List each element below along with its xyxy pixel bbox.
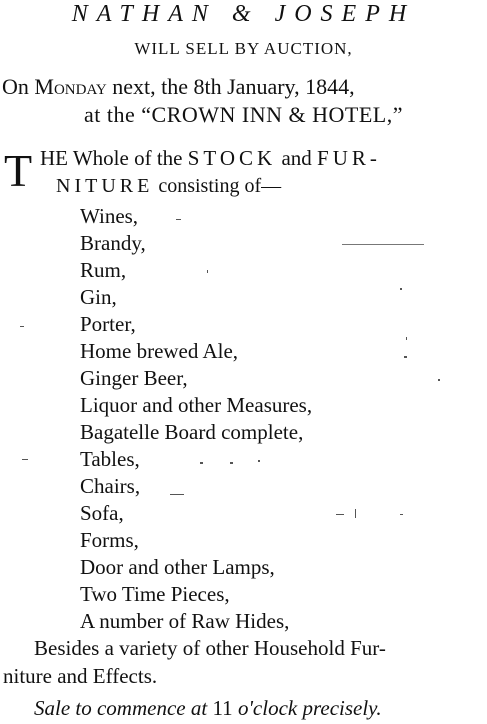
print-speck [342, 244, 424, 245]
date-prefix: On [2, 74, 29, 99]
intro-stock: STOCK [187, 146, 277, 170]
intro-fur: FUR- [317, 146, 381, 170]
list-item: Wines, [80, 204, 139, 228]
print-speck [258, 460, 260, 462]
list-item: Gin, [80, 285, 117, 309]
list-item: Bagatelle Board complete, [80, 420, 304, 444]
print-speck [207, 270, 208, 273]
closing-paragraph-line-1: Besides a variety of other Household Fur- [34, 636, 386, 660]
print-speck [355, 509, 356, 518]
intro-line-2 [56, 176, 281, 196]
date-weekday: Monday [34, 74, 107, 99]
list-item: Liquor and other Measures, [80, 393, 313, 417]
list-item: Forms, [80, 528, 139, 552]
auction-subheading: WILL SELL BY AUCTION, [134, 39, 353, 58]
sale-hour: 11 [212, 696, 233, 720]
list-item: Chairs, [80, 474, 141, 498]
print-speck [404, 356, 407, 358]
intro-text-start: HE Whole of the [40, 146, 183, 170]
list-item: Ginger Beer, [80, 366, 188, 390]
intro-and: and [281, 146, 312, 170]
intro-consisting: consisting of— [158, 175, 282, 197]
sale-note-start: Sale to commence at [34, 696, 208, 720]
list-item: Door and other Lamps, [80, 555, 275, 579]
print-speck [200, 462, 203, 464]
intro-niture: NITURE [56, 175, 154, 197]
print-speck [170, 494, 184, 495]
print-speck [438, 379, 440, 381]
print-speck [230, 462, 233, 464]
list-item: Two Time Pieces, [80, 582, 230, 606]
auction-date [2, 76, 355, 98]
list-item: Home brewed Ale, [80, 339, 239, 363]
print-speck [20, 326, 24, 327]
closing-paragraph-line-2: niture and Effects. [3, 664, 158, 688]
print-speck [400, 514, 403, 515]
sale-note-end: o'clock precisely. [237, 696, 382, 720]
auctioneers-heading: NATHAN & JOSEPH [71, 1, 416, 27]
print-speck [176, 219, 181, 220]
print-speck [400, 288, 402, 290]
list-item: Tables, [80, 447, 140, 471]
drop-cap: T [4, 145, 33, 196]
list-item: Porter, [80, 312, 136, 336]
list-item: Sofa, [80, 501, 124, 525]
sale-time-note [34, 698, 382, 719]
print-speck [22, 459, 28, 460]
list-item: Rum, [80, 258, 127, 282]
list-item: Brandy, [80, 231, 146, 255]
print-speck [336, 514, 344, 515]
auction-venue: at the “CROWN INN & HOTEL,” [84, 102, 403, 127]
print-speck [406, 337, 407, 340]
list-item: A number of Raw Hides, [80, 609, 290, 633]
date-rest: next, the 8th January, 1844, [112, 74, 355, 99]
intro-line-1 [40, 148, 381, 169]
